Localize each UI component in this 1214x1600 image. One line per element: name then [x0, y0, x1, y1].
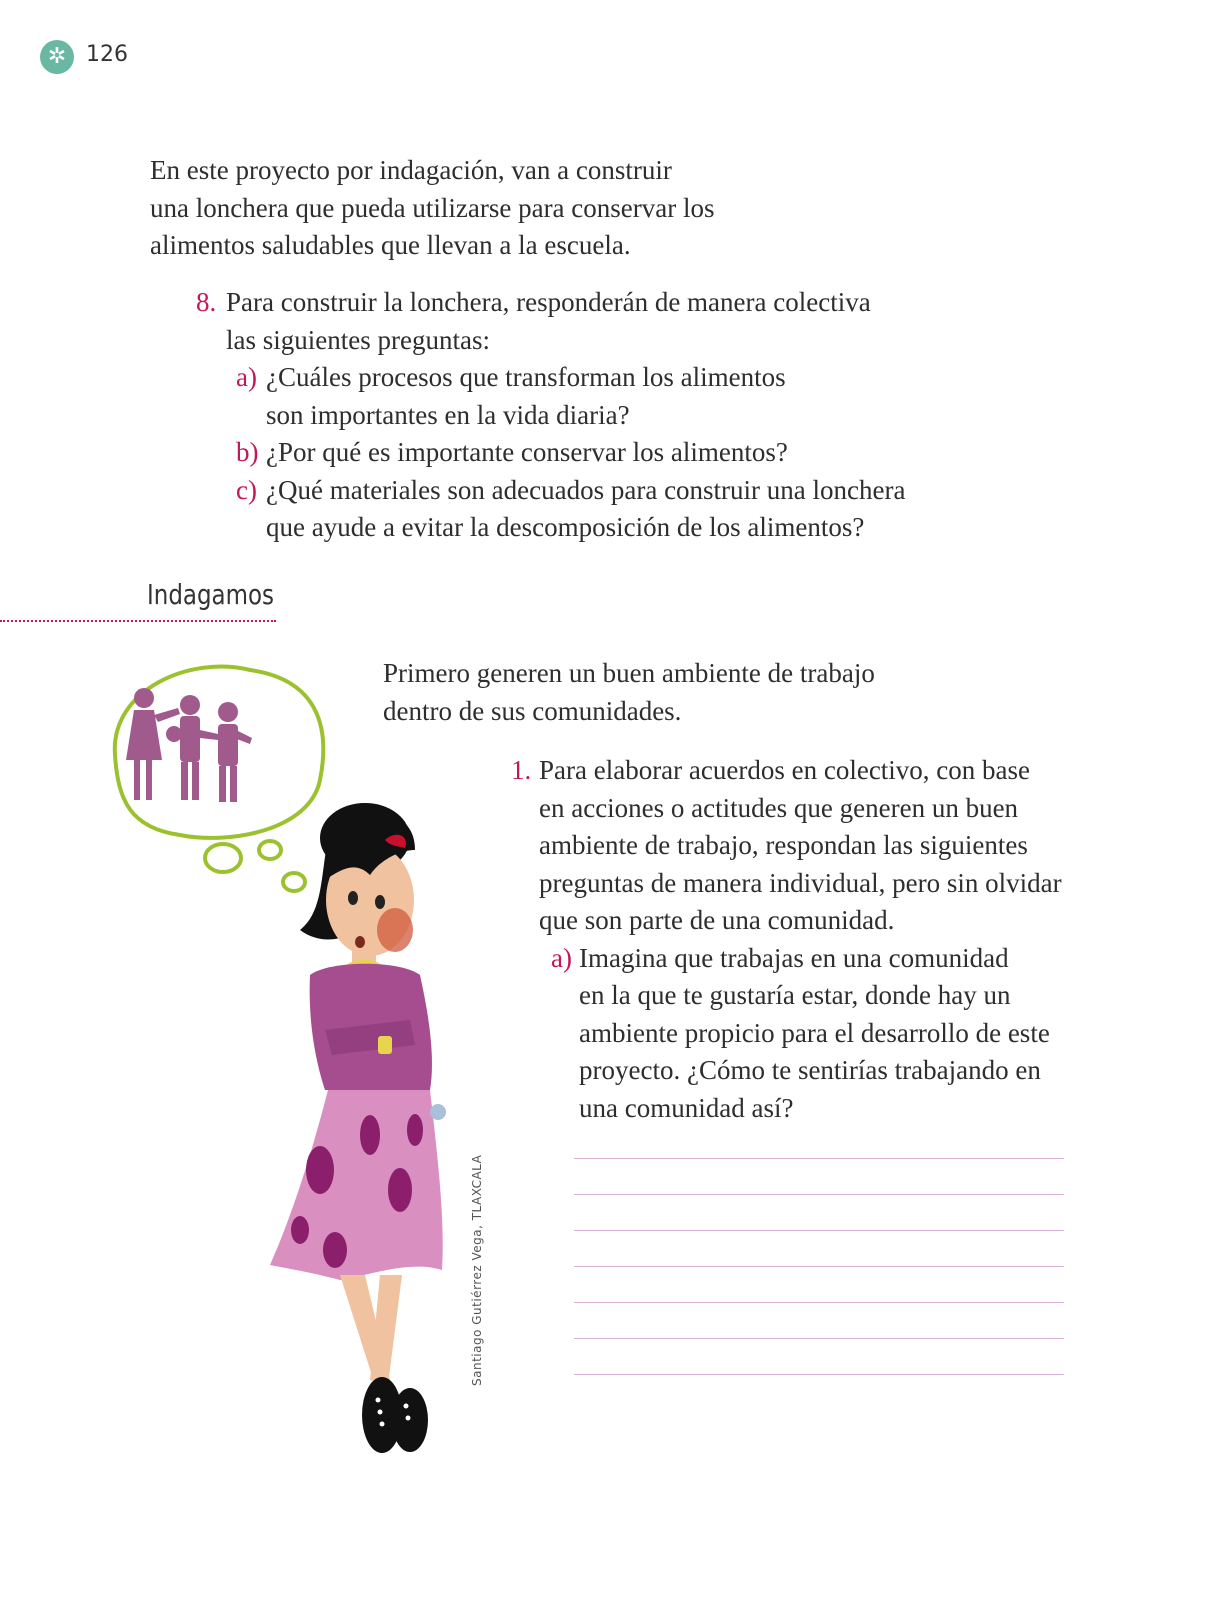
answer-line[interactable]	[574, 1302, 1064, 1303]
item-line: ¿Cuáles procesos que transforman los alimentos	[266, 362, 786, 392]
item-label: a)	[236, 362, 257, 392]
children-silhouettes	[126, 688, 252, 802]
intro-line: alimentos saludables que llevan a la escuela.	[150, 230, 631, 260]
item-label: c)	[236, 474, 257, 505]
page-number: 126	[86, 42, 128, 67]
item-line: Imagina que trabajas en una comunidad	[579, 942, 1009, 973]
intro-line: En este proyecto por indagación, van a construir	[150, 155, 672, 185]
item-label: b)	[236, 437, 259, 467]
item-line: una comunidad así?	[579, 1092, 794, 1123]
question-line: que son parte de una comunidad.	[539, 905, 895, 935]
question-line: Para construir la lonchera, responderán de manera colectiva	[226, 287, 871, 317]
item-line: ambiente propicio para el desarrollo de este	[579, 1017, 1050, 1048]
item-line: proyecto. ¿Cómo te sentirías trabajando en	[579, 1055, 1041, 1085]
answer-line[interactable]	[574, 1158, 1064, 1159]
question-line: en acciones o actitudes que generen un buen	[539, 792, 1019, 823]
question-line: preguntas de manera individual, pero sin olvidar	[539, 867, 1062, 898]
answer-line[interactable]	[574, 1266, 1064, 1267]
section-rule	[0, 620, 276, 622]
intro-line: una lonchera que pueda utilizarse para conservar los	[150, 192, 715, 223]
intro-paragraph	[150, 152, 870, 265]
section-title: Indagamos	[147, 578, 274, 611]
illustration-credit: Santiago Gutiérrez Vega, TLAXCALA	[470, 1154, 484, 1386]
page-number-badge	[40, 40, 74, 74]
item-line: ¿Qué materiales son adecuados para construir una lonchera	[266, 474, 906, 505]
item-label: a)	[551, 942, 572, 973]
question-number: 8.	[196, 287, 217, 317]
girl-figure	[270, 803, 446, 1453]
girl-illustration	[70, 660, 470, 1490]
answer-line[interactable]	[574, 1374, 1064, 1375]
question-8	[196, 284, 936, 547]
item-line: que ayude a evitar la descomposición de los alimentos?	[266, 512, 865, 542]
question-line: las siguientes preguntas:	[226, 324, 490, 355]
sun-icon: ✲	[47, 44, 67, 69]
question-line: ambiente de trabajo, respondan las siguientes	[539, 830, 1028, 860]
item-line: ¿Por qué es importante conservar los alimentos?	[266, 437, 788, 467]
paragraph-line: Primero generen un buen ambiente de trabajo	[383, 658, 875, 688]
item-line: en la que te gustaría estar, donde hay un	[579, 980, 1011, 1010]
item-line: son importantes en la vida diaria?	[266, 399, 630, 430]
answer-line[interactable]	[574, 1194, 1064, 1195]
answer-line[interactable]	[574, 1230, 1064, 1231]
answer-line[interactable]	[574, 1338, 1064, 1339]
question-number: 1.	[511, 755, 532, 785]
question-1	[511, 752, 1081, 1127]
paragraph-line: dentro de sus comunidades.	[383, 695, 682, 726]
question-line: Para elaborar acuerdos en colectivo, con base	[539, 755, 1031, 785]
